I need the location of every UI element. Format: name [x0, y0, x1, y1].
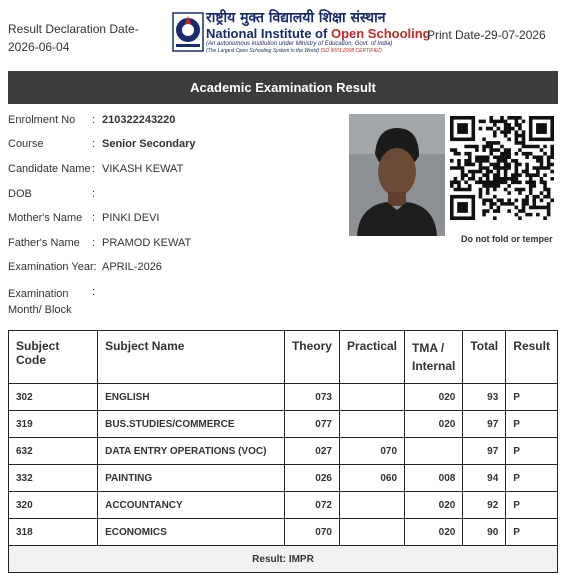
theory-marks: 072	[284, 492, 339, 519]
exam-month-label-line2: Month/ Block	[8, 304, 72, 316]
colon: :	[92, 114, 96, 126]
subject-name: DATA ENTRY OPERATIONS (VOC)	[98, 438, 285, 465]
table-row	[9, 465, 558, 492]
nios-logo	[172, 10, 431, 56]
colon: :	[92, 163, 96, 175]
father-label: Father's Name	[8, 237, 80, 249]
subject-code: 302	[9, 384, 98, 411]
colon: :	[92, 286, 96, 298]
colon: :	[92, 237, 96, 249]
practical-marks: 060	[339, 465, 404, 492]
candidate-value: VIKASH KEWAT	[102, 163, 184, 175]
header-subject-name: Subject Name	[98, 331, 285, 384]
theory-marks: 077	[284, 411, 339, 438]
qr-code	[450, 116, 554, 220]
logo-text	[206, 10, 431, 54]
subject-code: 319	[9, 411, 98, 438]
theory-marks: 070	[284, 519, 339, 546]
theory-marks: 027	[284, 438, 339, 465]
practical-marks	[339, 492, 404, 519]
logo-sub2-text: (The Largest Open Schooling System in the World)	[206, 48, 320, 54]
practical-marks	[339, 384, 404, 411]
theory-marks: 026	[284, 465, 339, 492]
logo-en-part2: Open Schooling	[330, 26, 431, 41]
total-marks: 97	[463, 411, 506, 438]
tma-marks: 020	[405, 411, 463, 438]
tma-marks: 020	[405, 519, 463, 546]
table-row	[9, 519, 558, 546]
exam-year-value: APRIL-2026	[102, 261, 162, 273]
logo-en-part1: National Institute of	[206, 26, 331, 41]
subject-name: BUS.STUDIES/COMMERCE	[98, 411, 285, 438]
colon: :	[92, 188, 96, 200]
practical-marks	[339, 411, 404, 438]
subject-result: P	[506, 492, 558, 519]
enrolment-value: 210322243220	[102, 114, 176, 126]
tma-marks: 020	[405, 492, 463, 519]
table-header-row	[9, 331, 558, 384]
dob-label: DOB	[8, 188, 32, 200]
logo-subtitle-2	[206, 48, 431, 54]
theory-marks: 073	[284, 384, 339, 411]
logo-iso-text: ISO 9001:2008 CERTIFIED	[320, 48, 382, 54]
practical-marks: 070	[339, 438, 404, 465]
subject-result: P	[506, 411, 558, 438]
subject-name: ACCOUNTANCY	[98, 492, 285, 519]
total-marks: 92	[463, 492, 506, 519]
father-value: PRAMOD KEWAT	[102, 237, 192, 249]
print-date: Print Date-29-07-2026	[427, 28, 546, 42]
total-marks: 90	[463, 519, 506, 546]
tma-marks: 020	[405, 384, 463, 411]
exam-month-label-line1: Examination	[8, 288, 69, 300]
table-row	[9, 384, 558, 411]
colon: :	[92, 138, 96, 150]
declaration-label: Result Declaration Date-	[8, 22, 139, 36]
subject-result: P	[506, 465, 558, 492]
header-practical: Practical	[339, 331, 404, 384]
mother-value: PINKI DEVI	[102, 212, 160, 224]
header-total: Total	[463, 331, 506, 384]
subject-code: 632	[9, 438, 98, 465]
course-label: Course	[8, 138, 44, 150]
declaration-date: 2026-06-04	[8, 40, 70, 54]
logo-hindi-title: राष्ट्रीय मुक्त विद्यालयी शिक्षा संस्थान	[206, 10, 386, 26]
final-result-row	[9, 546, 558, 573]
subject-result: P	[506, 438, 558, 465]
marks-table	[8, 330, 558, 573]
person-photo-icon	[349, 114, 445, 236]
colon: :	[92, 212, 96, 224]
tma-marks	[405, 438, 463, 465]
exam-year-label: Examination Year:	[8, 261, 97, 273]
header-theory: Theory	[284, 331, 339, 384]
header-subject-code: Subject Code	[9, 331, 98, 384]
enrolment-label: Enrolment No	[8, 114, 76, 126]
subject-name: ENGLISH	[98, 384, 285, 411]
mother-label: Mother's Name	[8, 212, 83, 224]
result-declaration	[8, 20, 139, 56]
logo-english-title	[206, 27, 431, 41]
header-result: Result	[506, 331, 558, 384]
header-tma-internal: TMA / Internal	[405, 331, 463, 384]
course-value: Senior Secondary	[102, 138, 196, 150]
table-row	[9, 492, 558, 519]
candidate-label: Candidate Name	[8, 163, 91, 175]
do-not-fold-notice: Do not fold or temper	[461, 234, 553, 244]
banner-title: Academic Examination Result	[190, 80, 376, 95]
subject-name: PAINTING	[98, 465, 285, 492]
total-marks: 93	[463, 384, 506, 411]
subject-code: 320	[9, 492, 98, 519]
exam-month-label	[8, 286, 72, 318]
table-row	[9, 411, 558, 438]
final-result: Result: IMPR	[9, 546, 558, 573]
nios-emblem-icon	[172, 12, 204, 52]
subject-code: 318	[9, 519, 98, 546]
logo-subtitle: (An autonomous institution under Ministry of Education, Govt. of India)	[206, 41, 393, 47]
candidate-photo	[349, 114, 445, 236]
subject-name: ECONOMICS	[98, 519, 285, 546]
practical-marks	[339, 519, 404, 546]
subject-code: 332	[9, 465, 98, 492]
total-marks: 97	[463, 438, 506, 465]
subject-result: P	[506, 519, 558, 546]
subject-result: P	[506, 384, 558, 411]
table-row	[9, 438, 558, 465]
result-banner	[8, 71, 558, 104]
total-marks: 94	[463, 465, 506, 492]
tma-marks: 008	[405, 465, 463, 492]
